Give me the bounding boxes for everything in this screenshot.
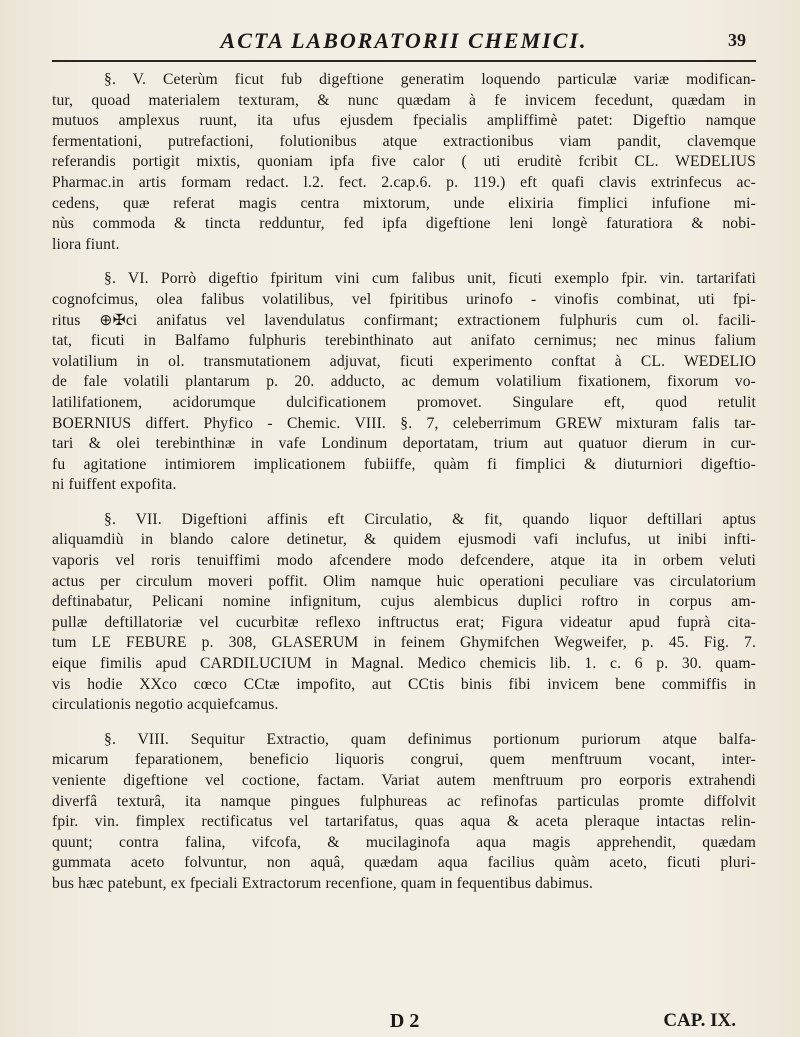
body-text xyxy=(52,70,756,895)
paragraph-section xyxy=(52,269,756,496)
text-line: §. VIII. Sequitur Extractio, quam definimus portionum puriorum atque balfa- xyxy=(104,730,756,748)
text-line: cedens, quæ referat magis centra mixtorum, unde elixiria fimplici infufione mi- xyxy=(52,194,756,212)
text-line: circulationis negotio acquiefcamus. xyxy=(52,696,279,714)
paragraph-section xyxy=(52,70,756,255)
text-line: pullæ deftillatoriæ vel cucurbitæ reflexo inftructus erat; Figura videatur apud fuprà cita- xyxy=(52,613,756,631)
text-line: tat, ficuti in Balfamo fulphuris terebinthinato aut anifato cernimus; nec minus falium xyxy=(52,332,756,350)
paragraph-section xyxy=(52,510,756,716)
text-line: tur, quoad materialem texturam, & nunc quædam à fe invicem fecedunt, quædam in xyxy=(52,91,756,109)
text-line: latilifationem, acidorumque dulcificationem promovet. Singulare eft, quod retulit xyxy=(52,393,756,411)
text-line: tum LE FEBURE p. 308, GLASERUM in feinem Ghymifchen Wegweifer, p. 45. Fig. 7. xyxy=(52,634,756,652)
text-line: gummata aceto folvuntur, non aquâ, quædam aqua facilius quàm aceto, ficuti pluri- xyxy=(52,854,756,872)
text-line: cognofcimus, olea falibus volatilibus, vel fpiritibus urinofo - vinofis combinat, uti fpi- xyxy=(52,290,756,308)
text-line: fermentationi, putrefactioni, folutionibus atque extractionibus viam pandit, clavemque xyxy=(52,132,756,150)
text-line: §. VI. Porrò digeftio fpiritum vini cum falibus unit, ficuti exemplo fpir. vin. tartarifati xyxy=(104,270,756,288)
text-line: fpir. vin. fimplex rectificatus vel tartarifatus, quas aqua & aceta pleraque intactas relin- xyxy=(52,813,756,831)
text-line: §. VII. Digeftioni affinis eft Circulatio, & fit, quando liquor deftillari aptus xyxy=(104,510,756,528)
text-line: §. V. Ceterùm ficut fub digeftione generatim loquendo particulæ variæ modifican- xyxy=(104,71,756,88)
text-line: bus hæc patebunt, ex fpeciali Extractorum recenfione, quam in fequentibus dabimus. xyxy=(52,874,594,892)
text-line: referandis portigit mixtis, quoniam ipfa five calor ( uti eruditè fcribit CL. WEDELIUS xyxy=(52,153,756,171)
paragraph-section xyxy=(52,730,756,895)
text-line: mutuos amplexus ruunt, ita ufus ejusdem fpecialis ampliffimè patet: Digeftio namque xyxy=(52,112,756,130)
text-line: eique fimilis apud CARDILUCIUM in Magnal. Medico chemicis lib. 1. c. 6 p. 30. quam- xyxy=(52,655,756,673)
text-line: tari & olei terebinthinæ in vafe Londinum deportatam, trium aut quatuor dierum in cur- xyxy=(52,435,756,453)
page-number: 39 xyxy=(728,30,746,50)
text-line: vis hodie XXco cœco CCtæ impofito, aut CCtis binis fibi invicem bene commiffis in xyxy=(52,675,756,693)
text-line: Pharmac.in artis formam redact. l.2. fect. 2.cap.6. p. 119.) eft quafi clavis extrinfecus ac- xyxy=(52,173,756,191)
text-line: fu agitatione intimiorem implicationem fubiiffe, quàm fi fimplici & diuturniori digeftio- xyxy=(52,455,756,473)
text-line: micarum feparationem, beneficio liquoris congrui, quem menftruum vocant, inter- xyxy=(52,751,756,769)
text-line: BOERNIUS differt. Phyfico - Chemic. VIII. §. 7, celeberrimum GREW mixturam falis tar- xyxy=(52,414,756,432)
page-footer xyxy=(52,1010,756,1032)
text-line: de fale volatili plantarum p. 20. adducto, ac demum volatilium fixationem, fixorum vo- xyxy=(52,373,756,391)
text-line: vaporis vel roris tenuiffimi modo afcendere modo defcendere, atque ita in orbem veluti xyxy=(52,552,756,570)
page-header xyxy=(52,24,756,62)
text-line: quunt; contra falina, vifcofa, & mucilaginofa aqua magis apprehendit, quædam xyxy=(52,833,756,851)
text-line: diverfâ texturâ, ita namque pingues fulphureas ac refinofas particulas promte diffolvit xyxy=(52,792,756,810)
text-line: ni fuiffent expofita. xyxy=(52,476,177,494)
text-line: actus per circulum moveri poffit. Olim namque huic operationi peculiare vas circulatorium xyxy=(52,572,756,590)
text-line: volatilium in ol. transmutationem adjuvat, ficuti experimento conftat à CL. WEDELIO xyxy=(52,352,756,370)
text-line: ritus ⊕✠ci anifatus vel lavendulatus confirmant; extractionem fulphuris cum ol. facili- xyxy=(52,311,756,329)
running-head: ACTA LABORATORII CHEMICI. xyxy=(220,28,588,53)
text-line: aliquamdiù in blando calore detinetur, & quidem ejusmodi vafi inclufus, ut inibi infti- xyxy=(52,531,756,549)
text-line: nùs commoda & tincta redduntur, fed ipfa digeftione leni longè faturatiora & nobi- xyxy=(52,215,756,233)
signature-mark: D 2 xyxy=(389,1010,420,1032)
text-line: liora fiunt. xyxy=(52,235,120,253)
text-line: veniente digeftione vel coctione, factam. Variat autem menftruum pro eorporis extrahendi xyxy=(52,772,756,789)
catchword: CAP. IX. xyxy=(663,1010,736,1031)
text-line: deftinabatur, Pelicani nomine infignitum, cujus alembicus duplici roftro in corpus am- xyxy=(52,593,756,611)
